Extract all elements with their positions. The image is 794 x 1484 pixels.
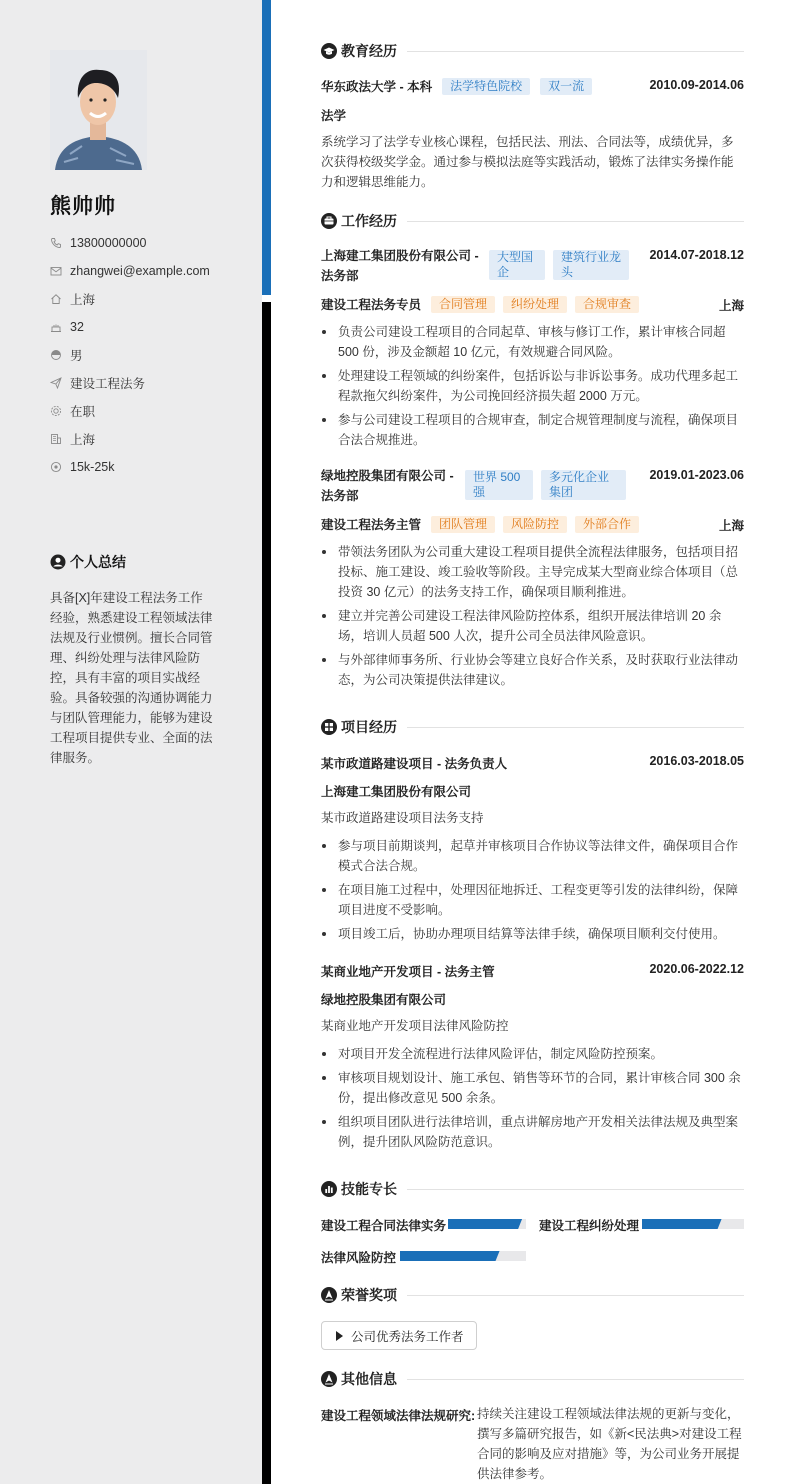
skill-name: 法律风险防控 [321,1251,397,1265]
project-bullet: 组织项目团队进行法律培训，重点讲解房地产开发相关法律法规及典型案例，提升团队风险防范意识。 [321,1112,744,1152]
home-icon [50,293,62,305]
work-heading [321,211,744,231]
summary-title: 个人总结 [70,554,126,570]
education-date: 2010.09-2014.06 [649,78,744,92]
company-tag: 建筑行业龙头 [553,250,629,280]
info-row-email [50,257,210,285]
job-company: 上海建工集团股份有限公司 - 法务部 [321,249,479,283]
skill-tag: 纠纷处理 [503,296,567,313]
award-icon [321,1371,337,1387]
status-icon [50,405,62,417]
education-heading [321,41,744,61]
info-row-salary [50,453,210,481]
project-bullet: 在项目施工过程中，处理因征地拆迁、工程变更等引发的法律纠纷，保障项目进度不受影响。 [321,880,744,920]
grid-icon [321,719,337,735]
project-bullet: 参与项目前期谈判，起草并审核项目合作协议等法律文件，确保项目合作模式合法合规。 [321,836,744,876]
job-bullet: 负责公司建设工程项目的合同起草、审核与修订工作，累计审核合同超 500 份，涉及金额超 10 亿元，有效规避合同风险。 [321,322,744,362]
section-divider [407,1379,744,1380]
status-text: 在职 [70,405,96,419]
section-divider [407,221,744,222]
job-bullet: 带领法务团队为公司重大建设工程项目提供全流程法律服务，包括项目招投标、施工建设、竣工验收等阶段。主导完成某大型商业综合体项目（总投资 30 亿元）的法务支持工作，确保项目顺利推进。 [321,542,744,602]
education-major: 法学 [321,109,347,123]
info-row-phone [50,229,210,257]
project-company: 上海建工集团股份有限公司 [321,785,472,799]
project-bullet: 项目竣工后，协助办理项目结算等法律手续，确保项目顺利交付使用。 [321,924,744,944]
education-title: 教育经历 [341,43,397,59]
briefcase-icon [321,213,337,229]
project-bullet: 审核项目规划设计、施工承包、销售等环节的合同，累计审核合同 300 余份，提出修改意见 500 余条。 [321,1068,744,1108]
building-icon [50,433,62,445]
skill-bar-track [448,1219,526,1229]
other-label: 建设工程领域法律法规研究: [321,1409,476,1423]
skill-tag: 风险防控 [503,516,567,533]
section-divider [407,727,744,728]
divider-strip [262,302,271,1484]
school-tag: 法学特色院校 [442,78,530,95]
summary-text: 具备[X]年建设工程法务工作经验，熟悉建设工程领域法律法规及行业惯例。擅长合同管理、纠纷处理与法律风险防控，具有丰富的项目实战经验。具备较强的沟通协调能力与团队管理能力，能够为建设工程项目提供专业、全面的法律服务。 [50,591,213,765]
info-row-gender [50,341,210,369]
company-tag: 多元化企业集团 [541,470,626,500]
education-header-row [321,77,592,95]
job-position-row [321,295,639,313]
salary-text: 15k-25k [70,460,115,474]
user-circle-icon [50,554,66,570]
company-tag: 大型国企 [489,250,545,280]
info-row-age [50,313,210,341]
skill-tag: 合规审查 [575,296,639,313]
education-description: 系统学习了法学专业核心课程，包括民法、刑法、合同法等，成绩优异，多次获得校级奖学金。通过参与模拟法庭等实践活动，锻炼了法律实务操作能力和逻辑思维能力。 [321,135,734,189]
skill-name: 建设工程纠纷处理 [539,1219,640,1233]
email-text: zhangwei@example.com [70,264,210,278]
skill-bar-fill [642,1219,722,1229]
salary-icon [50,461,62,473]
residence-text: 上海 [70,293,96,307]
work-title: 工作经历 [341,213,397,229]
chart-icon [321,1181,337,1197]
job-position: 建设工程法务专员 [321,298,422,312]
section-divider [407,1189,744,1190]
skill-tag: 合同管理 [431,296,495,313]
projects-title: 项目经历 [341,719,397,735]
play-icon [336,1331,343,1341]
age-text: 32 [70,320,84,334]
project-bullet: 对项目开发全流程进行法律风险评估，制定风险防控预案。 [321,1044,744,1064]
awards-heading [321,1285,744,1305]
info-row-job-intent [50,369,210,397]
age-icon [50,321,62,333]
info-row-target-city [50,425,210,453]
graduation-cap-icon [321,43,337,59]
job-company: 绿地控股集团有限公司 - 法务部 [321,469,454,503]
send-icon [50,377,62,389]
skill-name: 建设工程合同法律实务 [321,1219,447,1233]
job-bullet: 建立并完善公司建设工程法律风险防控体系，组织开展法律培训 20 余场，培训人员超 500 人次，提升公司全员法律风险意识。 [321,606,744,646]
company-tag: 世界 500 强 [465,470,533,500]
award-item-button[interactable] [321,1321,477,1350]
other-heading [321,1369,744,1389]
project-description: 某市政道路建设项目法务支持 [321,811,484,825]
project-name: 某商业地产开发项目 - 法务主管 [321,965,495,979]
skill-tag: 外部合作 [575,516,639,533]
job-location: 上海 [718,299,744,313]
job-intent-text: 建设工程法务 [70,377,146,391]
info-row-status [50,397,210,425]
job-bullet: 与外部律师事务所、行业协会等建立良好合作关系，及时获取行业法律动态，为公司决策提供法律建议。 [321,650,744,690]
job-date: 2014.07-2018.12 [649,248,744,262]
accent-strip [262,0,271,295]
other-title: 其他信息 [341,1371,397,1387]
skills-title: 技能专长 [341,1181,397,1197]
project-description: 某商业地产开发项目法律风险防控 [321,1019,509,1033]
candidate-name: 熊帅帅 [50,195,116,218]
award-label: 公司优秀法务工作者 [351,1329,464,1344]
job-position-row [321,515,639,533]
avatar [50,50,147,170]
project-name: 某市政道路建设项目 - 法务负责人 [321,757,508,771]
gender-text: 男 [70,349,83,363]
phone-icon [50,237,62,249]
project-date: 2016.03-2018.05 [649,754,744,768]
summary-heading [50,552,126,572]
info-row-residence [50,285,210,313]
job-bullet: 处理建设工程领域的纠纷案件，包括诉讼与非诉讼事务。成功代理多起工程款拖欠纠纷案件，为公司挽回经济损失超 2000 万元。 [321,366,744,406]
project-date: 2020.06-2022.12 [649,962,744,976]
skill-bar-track [400,1251,526,1261]
skill-tag: 团队管理 [431,516,495,533]
projects-heading [321,717,744,737]
job-date: 2019.01-2023.06 [649,468,744,482]
section-divider [407,51,744,52]
school-name: 华东政法大学 - 本科 [321,80,433,94]
section-divider [407,1295,744,1296]
contact-info-list [50,229,210,481]
job-position: 建设工程法务主管 [321,518,422,532]
target-city-text: 上海 [70,433,96,447]
phone-text: 13800000000 [70,236,147,250]
gender-icon [50,349,62,361]
other-text: 持续关注建设工程领域法律法规的更新与变化，撰写多篇研究报告，如《新<民法典>对建设工程合同的影响及应对措施》等，为公司业务开展提供法律参考。 [477,1407,742,1481]
skills-heading [321,1179,744,1199]
job-location: 上海 [718,519,744,533]
mail-icon [50,265,62,277]
award-icon [321,1287,337,1303]
skill-bar-fill [448,1219,522,1229]
skill-bar-fill [400,1251,500,1261]
school-tag: 双一流 [540,78,592,95]
project-company: 绿地控股集团有限公司 [321,993,447,1007]
job-bullet: 参与公司建设工程项目的合规审查，制定合规管理制度与流程，确保项目合法合规推进。 [321,410,744,450]
awards-title: 荣誉奖项 [341,1287,397,1303]
skill-bar-track [642,1219,744,1229]
